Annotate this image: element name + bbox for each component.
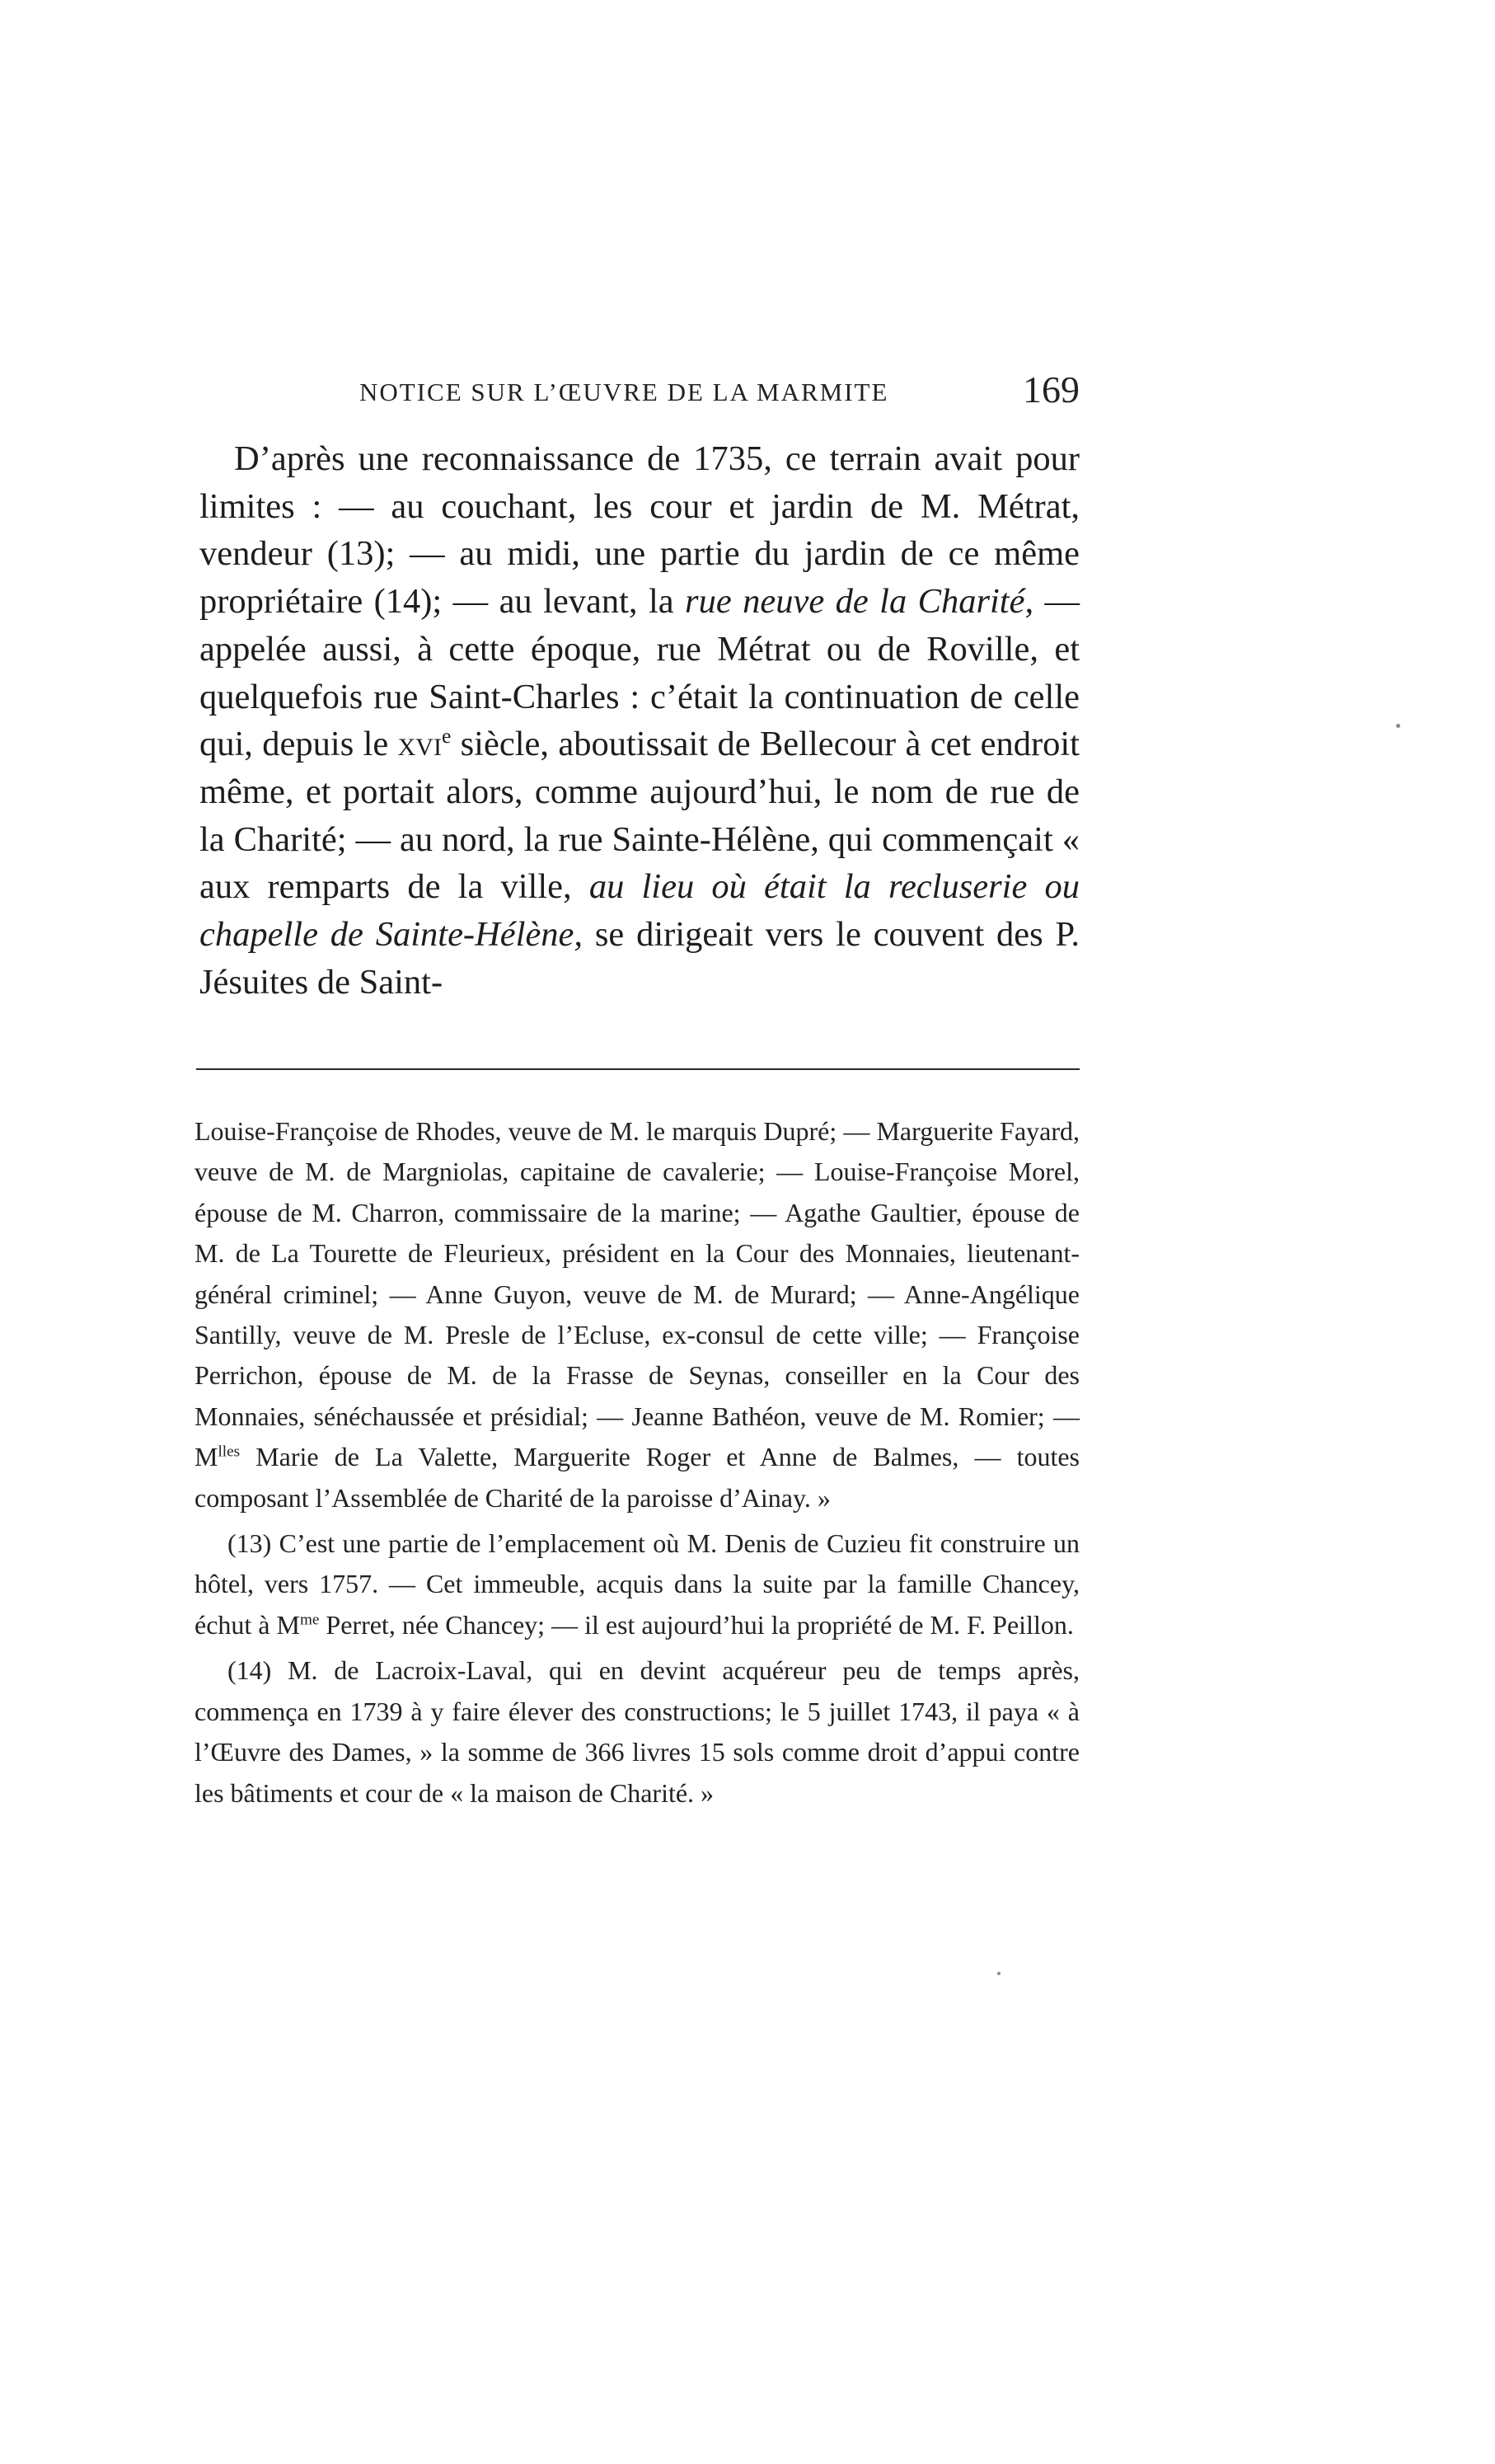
page-number: 169	[1023, 368, 1080, 411]
italic-quotation: au lieu où était la recluserie ou chapelle de Sainte-Hélène,	[199, 867, 1080, 955]
paper-speck	[1396, 724, 1400, 728]
century-superscript: e	[441, 724, 452, 749]
paper-speck	[997, 1972, 1001, 1975]
running-head	[198, 363, 1080, 420]
paragraph: D’après une reconnaissance de 1735, ce terrain avait pour limites : — au couchant, les cour et jardin de M. Métrat, vendeur (13); — au midi, une partie du jardin de ce même propriétaire (14); — au levant, la rue neuve de la Charité, — appelée aussi, à cette époque, rue Métrat ou de Roville, et quelquefois rue Saint-Charles : c’était la continuation de celle qui, depuis le xvi$^e$ siècle, aboutissait de Bellecour à cet endroit même, et portait alors, comme aujourd’hui, le nom de rue de la Charité; — au nord, la rue Sainte-Hélène, qui commençait « aux remparts de la ville, au lieu où était la recluserie ou chapelle de Sainte-Hélène, se dirigeait vers le couvent des P. Jésuites de Saint-	[199, 439, 1080, 1002]
century-numeral: xvi	[397, 725, 442, 764]
footnote-14: (14) M. de Lacroix-Laval, qui en devint acquéreur peu de temps après, commença en 1739 à y faire élever des constructions; le 5 juillet 1743, il paya « à l’Œuvre des Dames, » la somme de 366 livres 15 sols comme droit d’appui contre les bâtiments et cour de « la maison de Charité. »	[194, 1655, 1080, 1808]
italic-street-name: rue neuve de la Charité,	[685, 582, 1034, 622]
running-title: NOTICE SUR L’ŒUVRE DE LA MARMITE	[359, 378, 889, 406]
main-text	[199, 435, 1080, 1006]
footnote-continuation: Louise-Françoise de Rhodes, veuve de M. le marquis Dupré; — Marguerite Fayard, veuve de M. de Margniolas, capitaine de cavalerie; — Louise-Françoise Morel, épouse de M. Charron, commissaire de la marine; — Agathe Gaultier, épouse de M. de La Tourette de Fleurieux, président en la Cour des Monnaies, lieutenant-général criminel; — Anne Guyon, veuve de M. de Murard; — Anne-Angélique Santilly, veuve de M. Presle de l’Ecluse, ex-consul de cette ville; — Françoise Perrichon, épouse de M. de la Frasse de Seynas, conseiller en la Cour des Monnaies, sénéchaussée et présidial; — Jeanne Bathéon, veuve de M. Romier; — $M^{lles}$ Marie de La Valette, Marguerite Roger et Anne de Balmes, — toutes composant l’Assemblée de Charité de la paroisse d’Ainay. »	[194, 1116, 1080, 1513]
footnote-13: (13) C’est une partie de l’emplacement où M. Denis de Cuzieu fit construire un hôtel, vers 1757. — Cet immeuble, acquis dans la suite par la famille Chancey, échut à $M^{me}$ Perret, née Chancey; — il est aujourd’hui la propriété de M. F. Peillon.	[194, 1528, 1080, 1640]
footnotes	[194, 1111, 1080, 1814]
footnote-divider	[196, 1068, 1080, 1070]
